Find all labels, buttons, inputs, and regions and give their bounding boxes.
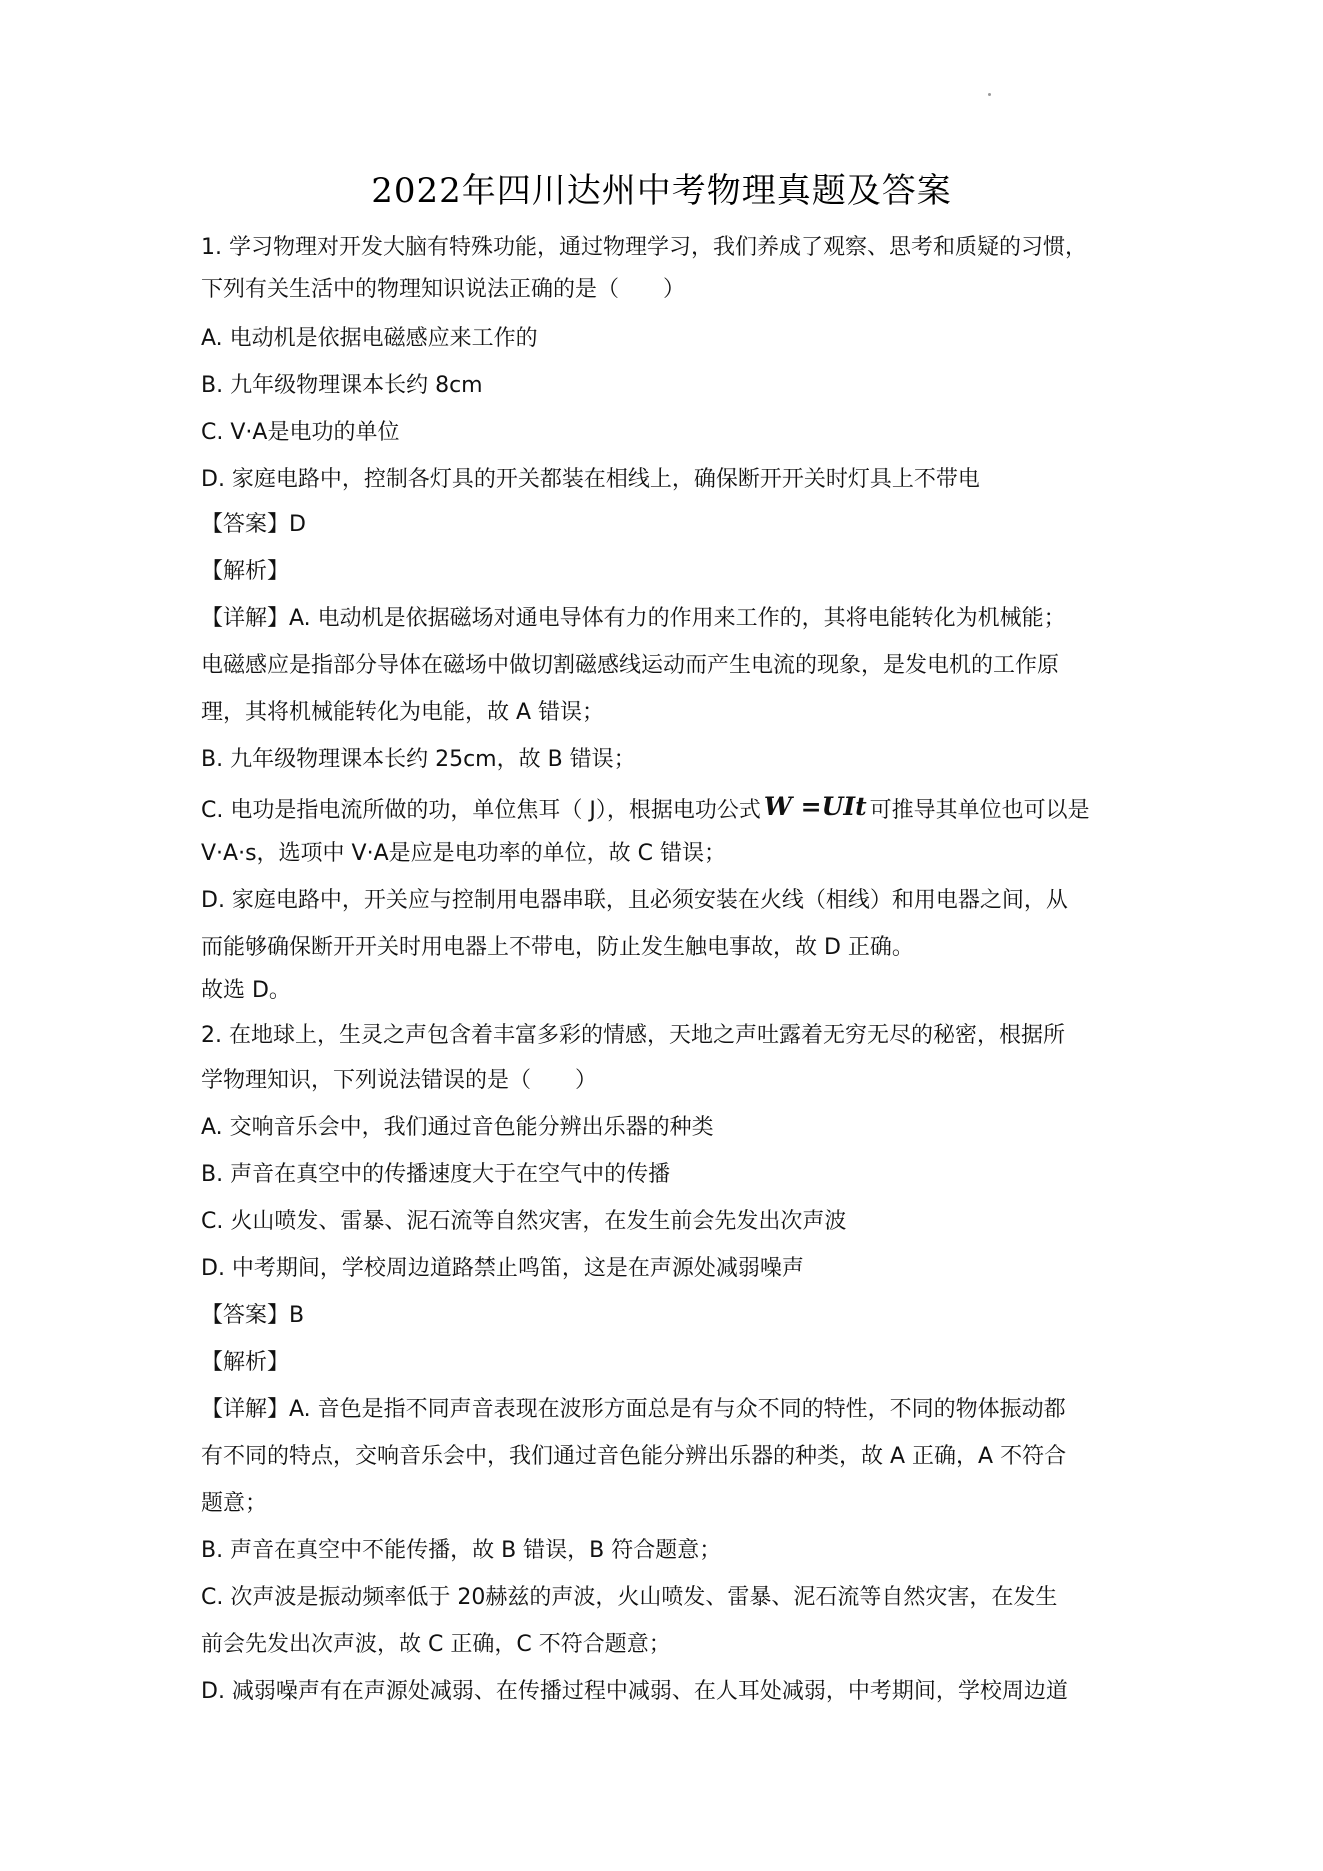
scan-speck (988, 93, 991, 96)
q1-detail-line: D. 家庭电路中，开关应与控制用电器串联，且必须安装在火线（相线）和用电器之间，从 (201, 888, 1068, 913)
q1-detail-c-text-after: 可推导其单位也可以是 (869, 798, 1090, 823)
q2-detail-line: C. 次声波是振动频率低于 20赫兹的声波，火山喷发、雷暴、泥石流等自然灾害，在发生 (201, 1585, 1058, 1610)
q1-detail-line: V·A·s，选项中 V·A是应是电功率的单位，故 C 错误； (201, 841, 726, 866)
q2-answer: 【答案】B (201, 1303, 305, 1328)
q2-detail-line: D. 减弱噪声有在声源处减弱、在传播过程中减弱、在人耳处减弱，中考期间，学校周边道 (201, 1679, 1068, 1704)
q1-detail-c-text: C. 电功是指电流所做的功，单位焦耳（ J），根据电功公式 (201, 798, 761, 823)
q1-option-c: C. V·A是电功的单位 (201, 420, 400, 445)
q1-conclusion: 故选 D。 (201, 978, 291, 1003)
q1-detail-line: 而能够确保断开开关时用电器上不带电，防止发生触电事故，故 D 正确。 (201, 935, 914, 960)
q2-option-b: B. 声音在真空中的传播速度大于在空气中的传播 (201, 1162, 671, 1187)
q2-detail-line: 前会先发出次声波，故 C 正确，C 不符合题意； (201, 1632, 671, 1657)
q1-detail-line: B. 九年级物理课本长约 25cm，故 B 错误； (201, 747, 636, 772)
q2-option-c: C. 火山喷发、雷暴、泥石流等自然灾害，在发生前会先发出次声波 (201, 1209, 847, 1234)
question-1-stem: 1. 学习物理对开发大脑有特殊功能，通过物理学习，我们养成了观察、思考和质疑的习惯， (201, 235, 1087, 260)
question-1-stem-cont: 下列有关生活中的物理知识说法正确的是（ ） (201, 277, 686, 302)
q1-detail-c-line (201, 792, 1181, 826)
question-2-stem-cont: 学物理知识，下列说法错误的是（ ） (201, 1068, 598, 1093)
page-title: 2022年四川达州中考物理真题及答案 (371, 171, 952, 211)
q1-option-a: A. 电动机是依据电磁感应来工作的 (201, 326, 538, 351)
q2-detail-line: B. 声音在真空中不能传播，故 B 错误，B 符合题意； (201, 1538, 722, 1563)
q1-detail-line: 【详解】A. 电动机是依据磁场对通电导体有力的作用来工作的，其将电能转化为机械能； (201, 606, 1066, 631)
q2-detail-line: 题意； (201, 1491, 268, 1516)
q2-option-a: A. 交响音乐会中，我们通过音色能分辨出乐器的种类 (201, 1115, 714, 1140)
electric-work-formula: W =UIt (763, 792, 867, 821)
q2-detail-line: 【详解】A. 音色是指不同声音表现在波形方面总是有与众不同的特性，不同的物体振动都 (201, 1397, 1066, 1422)
q1-detail-line: 电磁感应是指部分导体在磁场中做切割磁感线运动而产生电流的现象，是发电机的工作原 (201, 653, 1060, 678)
q1-option-d: D. 家庭电路中，控制各灯具的开关都装在相线上，确保断开开关时灯具上不带电 (201, 467, 980, 492)
q1-option-b: B. 九年级物理课本长约 8cm (201, 373, 483, 398)
q1-answer: 【答案】D (201, 512, 306, 537)
question-2-stem: 2. 在地球上，生灵之声包含着丰富多彩的情感，天地之声吐露着无穷无尽的秘密，根据所 (201, 1023, 1065, 1048)
q2-detail-line: 有不同的特点，交响音乐会中，我们通过音色能分辨出乐器的种类，故 A 正确，A 不符合 (201, 1444, 1067, 1469)
q1-analysis-heading: 【解析】 (201, 559, 290, 584)
q2-analysis-heading: 【解析】 (201, 1350, 290, 1375)
q2-option-d: D. 中考期间，学校周边道路禁止鸣笛，这是在声源处减弱噪声 (201, 1256, 804, 1281)
q1-detail-line: 理，其将机械能转化为电能，故 A 错误； (201, 700, 605, 725)
